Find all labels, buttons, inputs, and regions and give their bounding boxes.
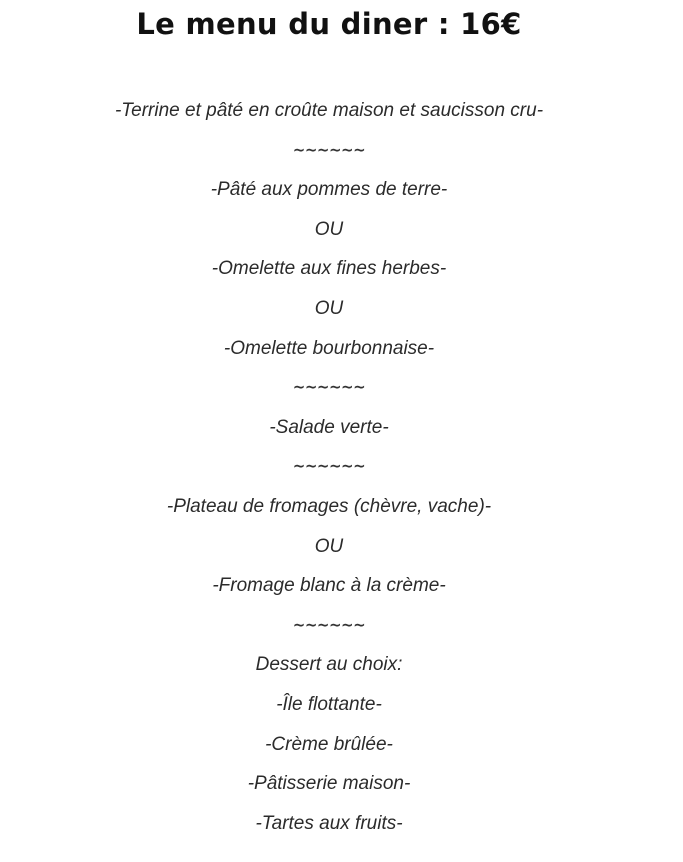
menu-item: -Salade verte-: [269, 416, 389, 438]
page-title: Le menu du diner : 16€: [136, 7, 522, 42]
menu-item: -Crème brûlée-: [265, 733, 393, 755]
menu-or: OU: [314, 297, 344, 319]
menu-item: -Omelette aux fines herbes-: [211, 258, 447, 280]
menu-or: OU: [314, 535, 344, 557]
menu-item: -Terrine et pâté en croûte maison et saucisson cru-: [114, 100, 544, 121]
menu-separator: ~~~~~~: [292, 378, 366, 397]
menu-item: -Tartes aux fruits-: [255, 812, 403, 834]
menu-list: [0, 91, 658, 843]
menu-item: -Pâté aux pommes de terre-: [210, 179, 448, 201]
menu-separator: ~~~~~~: [292, 457, 366, 476]
menu-separator: ~~~~~~: [292, 140, 366, 159]
menu-item: -Omelette bourbonnaise-: [223, 337, 435, 359]
menu-item: -Île flottante-: [276, 693, 382, 715]
menu-item: -Plateau de fromages (chèvre, vache)-: [166, 495, 492, 517]
menu-item: Dessert au choix:: [255, 654, 403, 676]
menu-item: -Fromage blanc à la crème-: [212, 575, 446, 597]
menu-or: OU: [314, 218, 344, 240]
menu-item: -Pâtisserie maison-: [247, 773, 411, 795]
menu-separator: ~~~~~~: [292, 615, 366, 634]
